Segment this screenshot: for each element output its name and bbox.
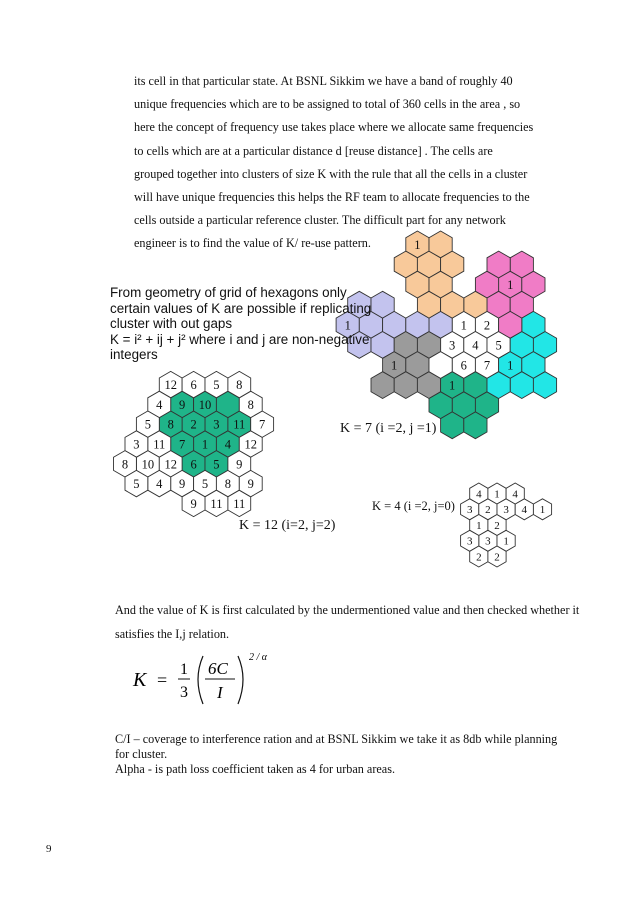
hex-cell-label: 3: [503, 504, 509, 517]
hex-cell-label: 1: [476, 519, 482, 532]
paragraph-line: cells outside a particular reference cluster. The difficult part for any network: [134, 213, 506, 228]
hex-cell-label: 4: [512, 488, 518, 501]
hex-cell-label: 6: [190, 457, 197, 472]
paragraph-line: engineer is to find the value of K/ re-use pattern.: [134, 236, 371, 251]
hex-cell-label: 4: [156, 397, 163, 412]
hex-cell-label: 5: [144, 417, 151, 432]
hex-cell-label: 10: [198, 397, 212, 412]
hex-cell-label: 11: [153, 437, 166, 452]
hex-cell-label: 1: [539, 504, 546, 517]
cluster-size-formula: [125, 648, 295, 710]
hex-cell-label: 12: [164, 378, 177, 393]
hex-cell-label: 8: [247, 397, 254, 412]
hex-cell-label: 4: [156, 477, 163, 492]
hex-cell-label: 3: [485, 535, 491, 548]
k12-label: K = 12 (i=2, j=2): [239, 518, 336, 533]
hex-cell-label: 1: [344, 318, 351, 333]
paragraph-line: here the concept of frequency use takes place where we allocate same frequencies: [134, 120, 534, 135]
hex-cell-label: 12: [244, 437, 257, 452]
hex-cell-label: 4: [224, 437, 231, 452]
hex-cell-label: 5: [213, 378, 220, 393]
hex-cell-label: 3: [466, 504, 473, 517]
k7-label: K = 7 (i =2, j =1): [340, 421, 437, 436]
hex-cell-label: 10: [141, 457, 155, 472]
hex-cell-label: 8: [167, 417, 174, 432]
hex-cell-label: 3: [449, 338, 456, 353]
notes-line: for cluster.: [115, 746, 168, 761]
paragraph-line: its cell in that particular state. At BSNL Sikkim we have a band of roughly 40: [134, 74, 513, 88]
notes-line: C/I – coverage to interference ration and at BSNL Sikkim we take it as 8db while planning: [115, 732, 558, 746]
hex-cell-label: 8: [224, 477, 231, 492]
formula-inner-numerator: 6C: [208, 659, 228, 678]
hex-cell-label: 9: [179, 477, 186, 492]
k12-cluster-diagram: [114, 371, 274, 516]
paragraph-line: unique frequencies which are to be assigned to total of 360 cells in the area , so: [134, 97, 521, 112]
hex-cell-label: 5: [495, 338, 502, 353]
hex-cell-label: 1: [391, 358, 398, 373]
hex-cell-label: 5: [213, 457, 220, 472]
hex-cell-label: 3: [213, 417, 220, 432]
hex-cell-label: 6: [460, 358, 467, 373]
caption-line: certain values of K are possible if replicating: [110, 300, 372, 316]
hex-cell-label: 11: [210, 496, 223, 511]
notes-line: Alpha - is path loss coefficient taken as 4 for urban areas.: [115, 761, 395, 776]
hex-cell-label: 6: [190, 378, 197, 393]
hex-cell-label: 1: [507, 278, 514, 293]
k4-label: K = 4 (i =2, j=0): [372, 499, 455, 513]
formula-frac-numerator: 1: [180, 661, 188, 678]
hex-cell-label: 9: [190, 496, 197, 511]
hex-cell-label: 1: [201, 437, 209, 452]
paragraph-line: satisfies the I,j relation.: [115, 627, 230, 641]
caption-line: From geometry of grid of hexagons only: [110, 285, 347, 300]
figure-caption: [110, 285, 400, 363]
hex-cell-label: 1: [507, 358, 514, 373]
intro-paragraph: [134, 70, 574, 256]
paragraph-line: will have unique frequencies this helps the RF team to allocate frequencies to the: [134, 190, 530, 205]
hex-cell-label: 2: [494, 551, 500, 564]
paragraph-line: to cells which are at a particular distance d [reuse distance] . The cells are: [134, 143, 493, 158]
hex-cell-label: 9: [236, 457, 243, 472]
hex-cell-label: 11: [233, 496, 246, 511]
hex-cell-label: 7: [179, 437, 186, 452]
caption-line: integers: [110, 347, 158, 363]
hex-cell-label: 5: [133, 477, 140, 492]
formula-intro-paragraph: [115, 598, 615, 646]
hex-cell-label: 8: [236, 378, 243, 393]
hex-cell-label: 1: [449, 378, 456, 393]
hex-cell-label: 4: [472, 338, 479, 353]
hex-cell-label: 5: [201, 477, 209, 492]
hex-cell-label: 1: [460, 318, 467, 333]
formula-equals: =: [157, 670, 168, 690]
formula-frac-denominator: 3: [180, 684, 188, 701]
hex-cell-label: 2: [476, 551, 482, 564]
hex-cell-label: 1: [503, 535, 509, 548]
hex-cell-label: 3: [466, 535, 473, 548]
hex-cell-label: 7: [483, 358, 491, 373]
paragraph-line: And the value of K is first calculated by the undermentioned value and then checked whether it: [115, 603, 580, 617]
hex-cell-label: 4: [521, 504, 528, 517]
hex-cell-label: 1: [494, 488, 500, 501]
hex-cell-label: 3: [133, 437, 140, 452]
hex-cell-label: 2: [494, 519, 500, 532]
hex-cell-label: 2: [483, 318, 491, 333]
formula-inner-denominator: I: [217, 683, 223, 702]
hex-cell-label: 2: [485, 504, 491, 517]
hex-cell-label: 9: [179, 397, 186, 412]
hex-cell-label: 11: [233, 417, 246, 432]
page-number: 9: [46, 843, 52, 855]
notes-block: [115, 732, 615, 776]
hex-cell-label: 8: [121, 457, 129, 472]
caption-line: K = i² + ij + j² where i and j are non-negative: [110, 331, 370, 347]
caption-line: cluster with out gaps: [110, 316, 233, 332]
formula-lhs: K: [133, 669, 147, 691]
hex-cell-label: 7: [259, 417, 266, 432]
k4-cluster-diagram: [461, 483, 552, 567]
hex-cell-label: 2: [190, 417, 197, 432]
formula-exponent: 2 / α: [249, 652, 268, 663]
hex-cell-label: 12: [164, 457, 177, 472]
paragraph-line: grouped together into clusters of size K with the rule that all the cells in a cluster: [134, 166, 528, 181]
hex-cell-label: 1: [414, 237, 421, 252]
hex-cell-label: 9: [247, 477, 254, 492]
hex-cell-label: 4: [476, 488, 482, 501]
